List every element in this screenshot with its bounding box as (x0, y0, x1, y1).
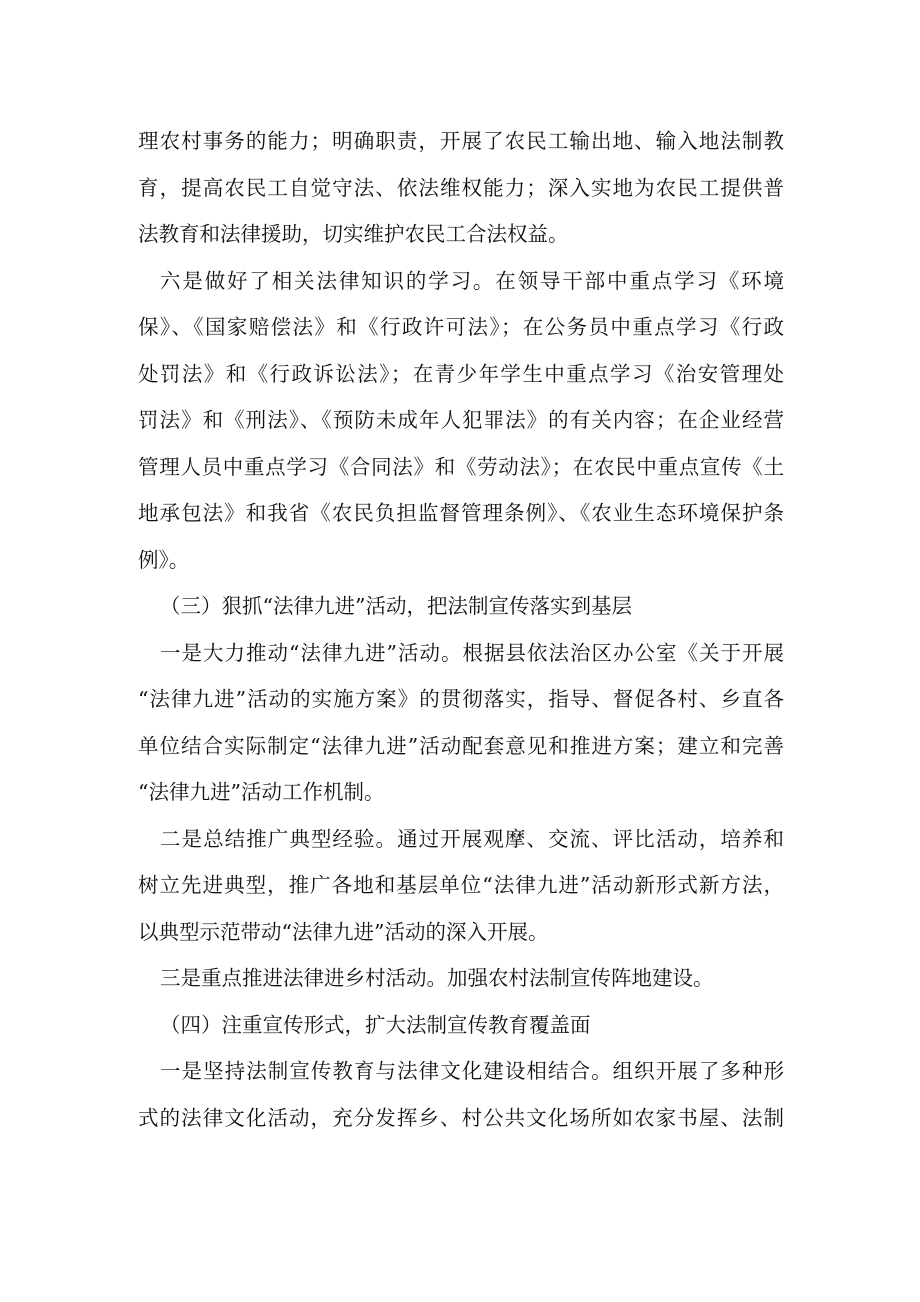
text-line: 式的法律文化活动，充分发挥乡、村公共文化场所如农家书屋、法制 (138, 1105, 784, 1130)
text-line: 理农村事务的能力；明确职责，开展了农民工输出地、输入地法制教 (138, 129, 784, 153)
paragraph-first-line: 三是重点推进法律进乡村活动。加强农村法制宣传阵地建设。 (160, 966, 714, 990)
text-line: “法律九进”活动工作机制。 (138, 780, 385, 804)
text-line: 地承包法》和我省《农民负担监督管理条例》、《农业生态环境保护条 (138, 501, 784, 525)
section-heading: （四）注重宣传形式，扩大法制宣传教育覆盖面 (160, 1012, 591, 1037)
paragraph-first-line: 六是做好了相关法律知识的学习。在领导干部中重点学习《环境 (160, 268, 784, 293)
text-line: 单位结合实际制定“法律九进”活动配套意见和推进方案；建立和完善 (138, 733, 784, 758)
text-line: 保》、《国家赔偿法》和《行政许可法》；在公务员中重点学习《行政 (138, 315, 784, 339)
text-line: 罚法》和《刑法》、《预防未成年人犯罪法》的有关内容；在企业经营 (138, 408, 784, 432)
text-line: “法律九进”活动的实施方案》的贯彻落实，指导、督促各村、乡直各 (138, 687, 784, 711)
text-line: 以典型示范带动“法律九进”活动的深入开展。 (138, 919, 549, 944)
section-heading: （三）狠抓“法律九进”活动，把法制宣传落实到基层 (160, 594, 632, 618)
paragraph-first-line: 一是坚持法制宣传教育与法律文化建设相结合。组织开展了多种形 (160, 1059, 784, 1083)
text-line: 育，提高农民工自觉守法、依法维权能力；深入实地为农民工提供普 (138, 175, 784, 200)
paragraph-first-line: 一是大力推动“法律九进”活动。根据县依法治区办公室《关于开展 (160, 640, 784, 665)
text-line: 法教育和法律援助，切实维护农民工合法权益。 (138, 222, 569, 246)
text-line: 树立先进典型，推广各地和基层单位“法律九进”活动新形式新方法， (138, 873, 784, 897)
document-body (138, 118, 784, 1141)
text-line: 管理人员中重点学习《合同法》和《劳动法》；在农民中重点宣传《土 (138, 454, 784, 479)
paragraph-first-line: 二是总结推广典型经验。通过开展观摩、交流、评比活动，培养和 (160, 826, 784, 851)
text-line: 例》。 (138, 547, 190, 572)
text-line: 处罚法》和《行政诉讼法》；在青少年学生中重点学习《治安管理处 (138, 361, 784, 386)
